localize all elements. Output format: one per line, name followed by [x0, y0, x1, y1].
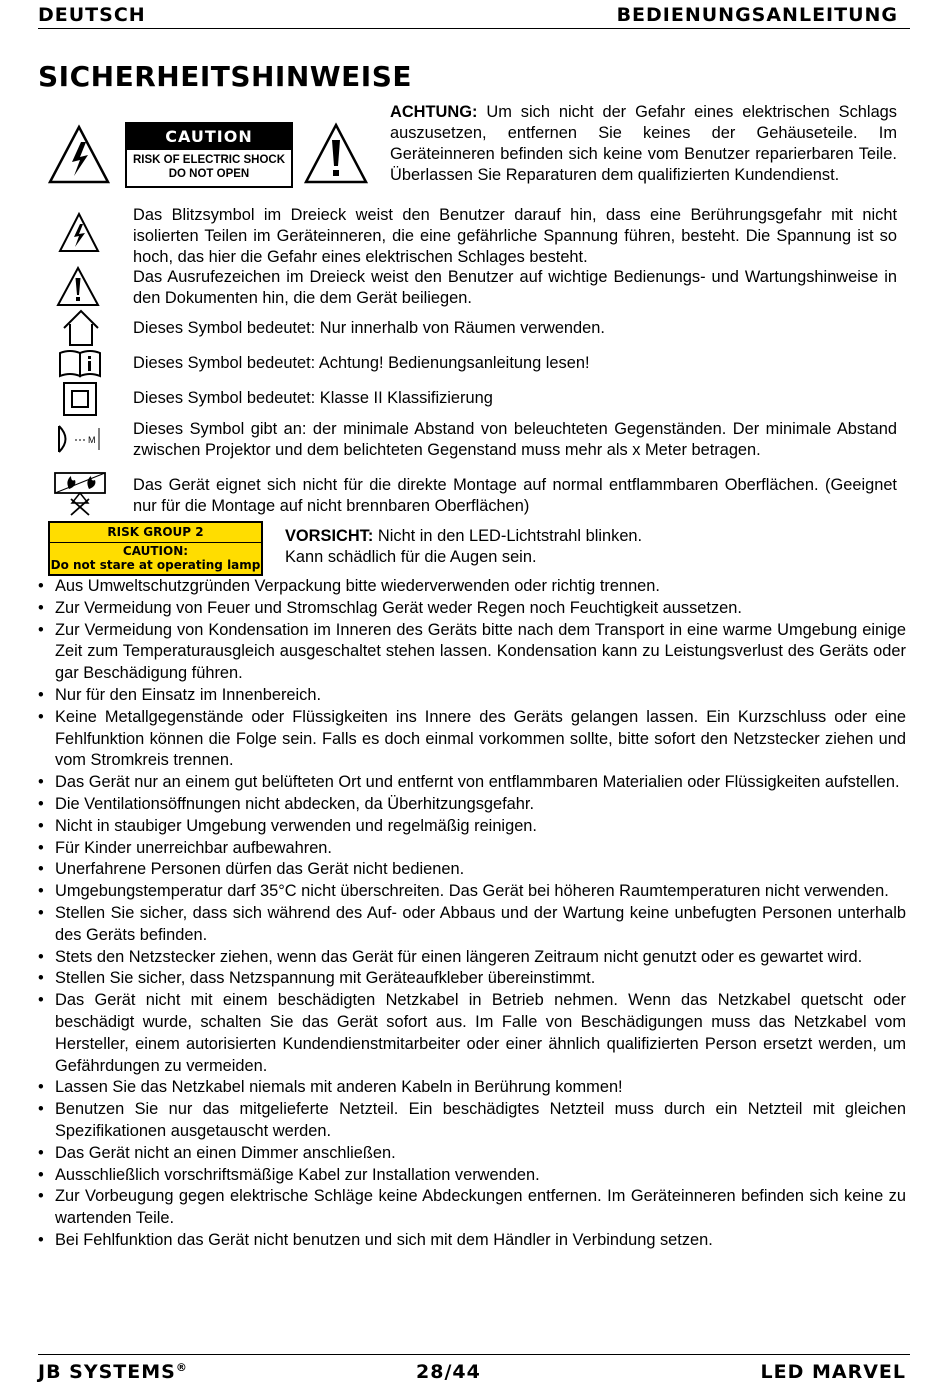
lightning-warning-icon [47, 124, 111, 186]
svg-text:M: M [88, 435, 96, 445]
exclamation-warning-icon [303, 122, 369, 186]
caution-label-title: CAUTION [127, 124, 291, 150]
header-doc-type: BEDIENUNGSANLEITUNG [616, 4, 898, 26]
list-item: • Das Gerät nur an einem gut belüfteten Ort und entfernt von entflammbaren Materialien oder Flüssigkeiten aufstellen. [38, 772, 906, 794]
list-item: • Das Gerät nicht an einen Dimmer anschließen. [38, 1143, 906, 1165]
exclamation-triangle-icon [56, 266, 100, 308]
exclamation-description: Das Ausrufezeichen im Dreieck weist den Benutzer auf wichtige Bedienungs- und Wartungshinweise in den Dokumenten hin, die dem Gerät beiliegen. [133, 268, 897, 307]
page-title: SICHERHEITSHINWEISE [38, 60, 413, 93]
vorsicht-paragraph: VORSICHT: Nicht in den LED-Lichtstrahl blinken. Kann schädlich für die Augen sein. [285, 527, 643, 566]
list-item: • Umgebungstemperatur darf 35°C nicht überschreiten. Das Gerät bei höheren Raumtemperaturen nicht verwenden. [38, 881, 906, 903]
indoor-description: Dieses Symbol bedeutet: Nur innerhalb von Räumen verwenden. [133, 319, 605, 337]
list-item: • Nur für den Einsatz im Innenbereich. [38, 685, 906, 707]
class2-double-square-icon [62, 381, 98, 417]
lightning-description: Das Blitzsymbol im Dreieck weist den Benutzer darauf hin, dass eine Berührungsgefahr mit nicht isolierten Teilen im Geräteinneren, die eine gefährliche Spannung führen, besteht. Die Spannung ist so hoch, das hier die Gefahr eines elektrischen Schlages besteht. [133, 206, 897, 266]
minimum-distance-icon [55, 424, 109, 454]
list-item: • Das Gerät nicht mit einem beschädigten Netzkabel in Betrieb nehmen. Wenn das Netzkabel quetscht oder beschädigt wurde, schalten Sie das Gerät sofort aus. Im Falle von Beschädigungen muss das Netzkabel vom Hersteller, einem autorisierten Kundendienstmitarbeiter oder einer ähnlich qualifizierten Person ersetzt werden, um Gefährdungen zu vermeiden. [38, 990, 906, 1077]
list-item: • Zur Vermeidung von Feuer und Stromschlag Gerät weder Regen noch Feuchtigkeit aussetzen. [38, 598, 906, 620]
page-number: 28/44 [416, 1361, 481, 1383]
safety-bullet-list [38, 576, 906, 1252]
achtung-paragraph: ACHTUNG: Um sich nicht der Gefahr eines elektrischen Schlags auszusetzen, entfernen Sie keines der Gehäuseteile. Im Geräteinneren befinden sich keine vom Benutzer reparierbaren Teile. Überlassen Sie Reparaturen dem qualifizierten Kundendienst. [390, 103, 897, 184]
footer-brand: JB SYSTEMS® [38, 1361, 188, 1383]
risk-group-label [48, 521, 263, 576]
list-item: • Zur Vermeidung von Kondensation im Inneren des Geräts bitte nach dem Transport in eine warme Umgebung einige Zeit zum Temperaturausgleich ausgeschaltet stehen lassen. Kondensation kann zu Leistungsverlust des Geräts oder gar Beschädigung führen. [38, 620, 906, 685]
footer-product: LED MARVEL [760, 1361, 906, 1383]
list-item: • Unerfahrene Personen dürfen das Gerät nicht bedienen. [38, 859, 906, 881]
indoor-house-icon [61, 308, 101, 348]
caution-label-text: RISK OF ELECTRIC SHOCK DO NOT OPEN [132, 154, 286, 180]
flammable-surface-icon [53, 469, 107, 519]
class2-description: Dieses Symbol bedeutet: Klasse II Klassifizierung [133, 389, 493, 407]
list-item: • Benutzen Sie nur das mitgelieferte Netzteil. Ein beschädigtes Netzteil muss durch ein Netzteil mit gleichen Spezifikationen ausgetauscht werden. [38, 1099, 906, 1143]
page-header [38, 4, 910, 29]
risk-group-title: RISK GROUP 2 [107, 525, 204, 539]
manual-info-icon [57, 348, 103, 378]
list-item: • Ausschließlich vorschriftsmäßige Kabel zur Installation verwenden. [38, 1165, 906, 1187]
list-item: • Für Kinder unerreichbar aufbewahren. [38, 838, 906, 860]
manual-description: Dieses Symbol bedeutet: Achtung! Bedienungsanleitung lesen! [133, 354, 590, 372]
flammable-description: Das Gerät eignet sich nicht für die direkte Montage auf normal entflammbaren Oberflächen. (Geeignet nur für die Montage auf nicht brennbaren Oberflächen) [133, 476, 897, 515]
list-item: • Lassen Sie das Netzkabel niemals mit anderen Kabeln in Berührung kommen! [38, 1077, 906, 1099]
list-item: • Stellen Sie sicher, dass sich während des Auf- oder Abbaus und der Wartung keine unbefugten Personen unterhalb des Geräts befinden. [38, 903, 906, 947]
list-item: • Die Ventilationsöffnungen nicht abdecken, da Überhitzungsgefahr. [38, 794, 906, 816]
lightning-triangle-icon [58, 212, 100, 254]
caution-label [125, 122, 293, 188]
list-item: • Stets den Netzstecker ziehen, wenn das Gerät für einen längeren Zeitraum nicht genutzt oder es gewartet wird. [38, 947, 906, 969]
list-item: • Keine Metallgegenstände oder Flüssigkeiten ins Innere des Geräts gelangen lassen. Ein Kurzschluss oder eine Fehlfunktion können die Folge sein. Falls es doch einmal vorkommen sollte, bitte sofort den Netzstecker ziehen und vom Stromkreis trennen. [38, 707, 906, 772]
list-item: • Bei Fehlfunktion das Gerät nicht benutzen und sich mit dem Händler in Verbindung setzen. [38, 1230, 906, 1252]
risk-group-caution: CAUTION: Do not stare at operating lamp [50, 544, 261, 572]
list-item: • Aus Umweltschutzgründen Verpackung bitte wiederverwenden oder richtig trennen. [38, 576, 906, 598]
list-item: • Zur Vorbeugung gegen elektrische Schläge keine Abdeckungen entfernen. Im Geräteinneren befinden sich keine zu wartenden Teile. [38, 1186, 906, 1230]
list-item: • Nicht in staubiger Umgebung verwenden und regelmäßig reinigen. [38, 816, 906, 838]
distance-description: Dieses Symbol gibt an: der minimale Abstand von beleuchteten Gegenständen. Der minimale Abstand zwischen Projektor und dem belichteten Gegenstand muss mehr als x Meter betragen. [133, 420, 897, 459]
header-language: DEUTSCH [38, 4, 146, 26]
page-footer [38, 1354, 910, 1389]
list-item: • Stellen Sie sicher, dass Netzspannung mit Geräteaufkleber übereinstimmt. [38, 968, 906, 990]
